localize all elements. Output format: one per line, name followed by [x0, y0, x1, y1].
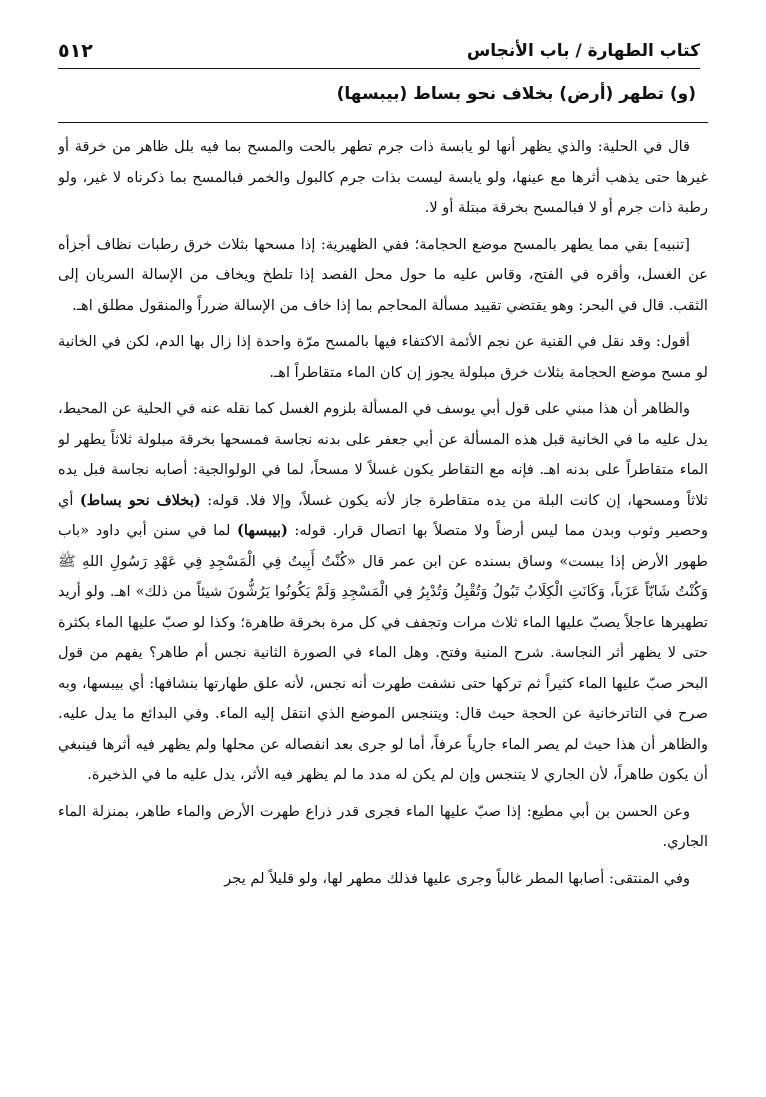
paragraph-text: قال في الحلية: والذي يظهر أنها لو يابسة ذات جرم تطهر بالحت والمسح بما فيه بلل ظاهر من خرقة أو غيرها حتى يذهب أثرها مع عينها، ولو يابسة ليست بذات جرم كالبول والخمر فبالمسح بما ذكرناه لا غير، ولو رطبة ذات جرم أو لا فبالمسح بخرقة مبتلة أو لا.: [58, 138, 708, 216]
commentary-paragraph: [58, 864, 708, 895]
commentary-paragraph: [58, 230, 708, 322]
running-header: [58, 34, 700, 69]
paragraph-text: [تنبيه] بقي مما يطهر بالمسح موضع الحجامة؛ ففي الظهيرية: إذا مسحها بثلاث خرق رطبات نظاف أجزأه عن الغسل، وأقره في الفتح، وقاس عليه ما حول محل الفصد إذا تلطخ ويخاف من الإسالة السريان إلى الثقب. قال في البحر: وهو يقتضي تقييد مسألة المحاجم بما إذا خاف من الإسالة ضرراً والمنقول مطلق اهـ.: [58, 235, 708, 314]
paragraph-text: لما في سنن أبي داود «باب طهور الأرض إذا يبست» وساق بسنده عن ابن عمر قال «كُنْتُ أَبِيتُ فِي الْمَسْجِدِ فِي عَهْدِ رَسُولِ اللهِ ﷺ وَكُنْتُ شَابّاً عَزَباً، وَكَانَتِ الْكِلَابُ تَبُولُ وَتُقْبِلُ وَتُدْبِرُ فِي الْمَسْجِدِ وَلَمْ يَكُونُوا يَرُشُّونَ شيئاً من ذلك» اهـ. ولو أريد تطهيرها عاجلاً يصبّ عليها الماء ثلاث مرات وتجفف في كل مرة بخرقة طاهرة؛ وكذا لو صبّ عليها الماء بكثرة حتى لا يظهر أثر النجاسة. شرح المنية وفتح. وهل الماء في الصورة الثانية نجس أم طاهر؟ يفهم من قول البحر صبّ عليها الماء كثيراً ثم تركها حتى نشفت طهرت أنه نجس، لأنه علق طهارتها بنشافها: أي بيبسها، وبه صرح في التاترخانية عن الحجة حيث قال: ويتنجس الموضع الذي انتقل إليه الماء. وفي البدائع ما يدل عليه. والظاهر أن هذا حيث لم يصر الماء جارياً عرفاً، أما لو جرى بعد انفصاله عن محلها ولم يظهر فيه أثرها فينبغي أن يكون طاهراً، لأن الجاري لا يتنجس وإن لم يكن له مدد ما لم يظهر فيه الأثر، يدل عليه ما في الذخيرة.: [58, 522, 708, 783]
paragraph-text: أي وحصير وثوب وبدن مما ليس أرضاً ولا متصلاً بها اتصال قرار. قوله:: [58, 491, 708, 539]
commentary-paragraph: [58, 132, 708, 224]
commentary-body: [58, 132, 708, 1077]
paragraph-text: والظاهر أن هذا مبني على قول أبي يوسف في المسألة بلزوم الغسل كما نقله عنه في الحلية عن المحيط، يدل عليه ما في الخانية قبل هذه المسألة عن أبي جعفر على بدنه نجاسة فمسحها بخرقة مبلولة ثلاثاً يطهر لو الماء متقاطراً على بدنه اهـ. فإنه مع التقاطر يكون غسلاً لا مسحاً، لما في الولوالجية: أصابه نجاسة فبل يده ثلاثاً ومسحها، إن كانت البلة من يده متقاطرة جاز لأنه يكون غسلاً، وإلا فلا. قوله:: [58, 400, 708, 509]
commentary-paragraph: [58, 797, 708, 858]
matn-divider: [58, 122, 708, 123]
quoted-matn-phrase: (بخلاف نحو بساط): [79, 491, 201, 509]
commentary-paragraph: [58, 394, 708, 791]
quoted-matn-phrase: (بيبسها): [237, 522, 288, 539]
paragraph-text: وعن الحسن بن أبي مطيع: إذا صبّ عليها الماء فجرى قدر ذراع طهرت الأرض والماء طاهر، بمنزلة الماء الجاري.: [58, 802, 708, 850]
paragraph-text: وفي المنتقى: أصابها المطر غالباً وجرى عليها فذلك مطهر لها، ولو قليلاً لم يجر: [224, 869, 690, 887]
page-number: ٥١٢: [58, 40, 93, 62]
matn-text: (و) تطهر (أرض) بخلاف نحو بساط (بيبسها): [336, 84, 696, 104]
paragraph-text: أقول: وقد نقل في القنية عن نجم الأئمة الاكتفاء فيها بالمسح مرّة واحدة إذا زال بها الدم، لكن في الخانية لو مسح موضع الحجامة بثلاث خرق مبلولة يجوز إن كان الماء متقاطراً اهـ.: [58, 333, 708, 381]
commentary-paragraph: [58, 327, 708, 388]
running-title: كتاب الطهارة / باب الأنجاس: [466, 41, 700, 61]
